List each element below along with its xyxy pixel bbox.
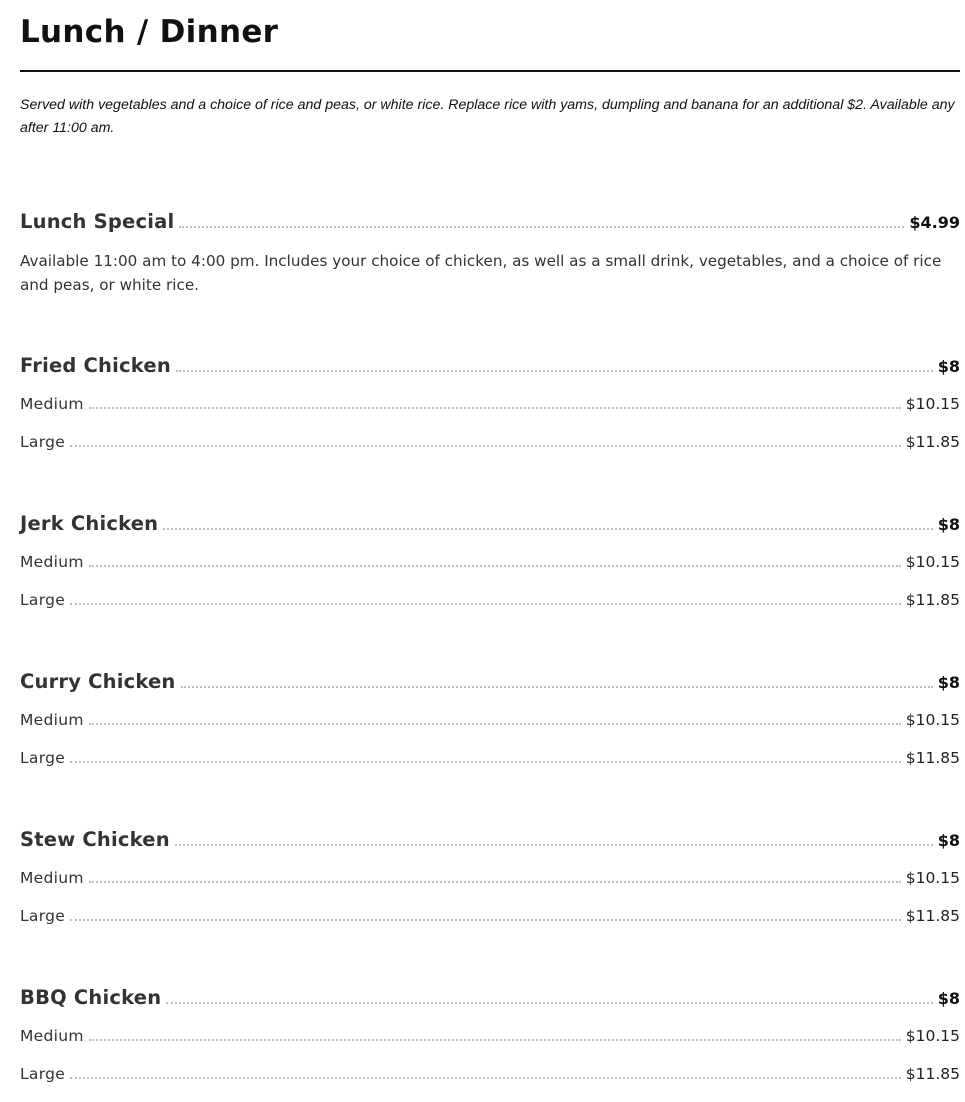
item-name: BBQ Chicken	[20, 986, 162, 1009]
menu-item-bbq-chicken	[20, 986, 960, 1009]
size-name: Medium	[20, 395, 84, 413]
item-price: $8	[937, 989, 960, 1008]
size-option-medium	[20, 553, 960, 571]
size-option-medium	[20, 395, 960, 413]
size-name: Medium	[20, 711, 84, 729]
size-option-large	[20, 1065, 960, 1083]
dot-leader	[70, 761, 901, 763]
page-title: Lunch / Dinner	[20, 14, 279, 50]
dot-leader	[176, 370, 933, 372]
size-name: Medium	[20, 553, 84, 571]
size-name: Large	[20, 749, 66, 767]
size-price: $10.15	[905, 869, 960, 887]
dot-leader	[89, 723, 901, 725]
size-price: $11.85	[905, 749, 960, 767]
item-name: Fried Chicken	[20, 354, 171, 377]
size-name: Large	[20, 1065, 66, 1083]
size-price: $11.85	[905, 433, 960, 451]
size-price: $10.15	[905, 1027, 960, 1045]
size-option-medium	[20, 711, 960, 729]
size-name: Large	[20, 907, 66, 925]
item-price: $8	[937, 673, 960, 692]
menu-item-jerk-chicken	[20, 512, 960, 535]
item-name: Lunch Special	[20, 210, 175, 233]
dot-leader	[70, 445, 901, 447]
size-option-medium	[20, 1027, 960, 1045]
dot-leader	[179, 226, 904, 228]
item-price: $8	[937, 357, 960, 376]
item-name: Curry Chicken	[20, 670, 176, 693]
menu-intro: Served with vegetables and a choice of rice and peas, or white rice. Replace rice with yams, dumpling and banana for an additional $2. Available any after 11:00 am.	[20, 97, 955, 136]
size-price: $10.15	[905, 395, 960, 413]
dot-leader	[70, 1077, 901, 1079]
item-price: $8	[937, 515, 960, 534]
item-name: Jerk Chicken	[20, 512, 159, 535]
size-price: $11.85	[905, 591, 960, 609]
dot-leader	[163, 528, 932, 530]
item-name: Stew Chicken	[20, 828, 170, 851]
menu-item-fried-chicken	[20, 354, 960, 377]
item-price: $4.99	[909, 213, 960, 232]
dot-leader	[70, 919, 901, 921]
dot-leader	[89, 565, 901, 567]
dot-leader	[89, 1039, 901, 1041]
size-price: $10.15	[905, 553, 960, 571]
dot-leader	[181, 686, 933, 688]
item-description: Available 11:00 am to 4:00 pm. Includes your choice of chicken, as well as a small drink, vegetables, and a choice of rice and peas, or white rice.	[20, 252, 942, 294]
size-name: Large	[20, 433, 66, 451]
size-option-large	[20, 749, 960, 767]
size-price: $10.15	[905, 711, 960, 729]
menu-item-stew-chicken	[20, 828, 960, 851]
size-option-medium	[20, 869, 960, 887]
size-option-large	[20, 433, 960, 451]
dot-leader	[175, 844, 933, 846]
size-option-large	[20, 591, 960, 609]
menu-item-lunch-special	[20, 210, 960, 233]
size-option-large	[20, 907, 960, 925]
item-price: $8	[937, 831, 960, 850]
size-name: Medium	[20, 869, 84, 887]
size-price: $11.85	[905, 907, 960, 925]
dot-leader	[70, 603, 901, 605]
size-name: Large	[20, 591, 66, 609]
dot-leader	[166, 1002, 932, 1004]
dot-leader	[89, 881, 901, 883]
dot-leader	[89, 407, 901, 409]
menu-item-curry-chicken	[20, 670, 960, 693]
size-price: $11.85	[905, 1065, 960, 1083]
size-name: Medium	[20, 1027, 84, 1045]
title-divider	[20, 70, 960, 72]
